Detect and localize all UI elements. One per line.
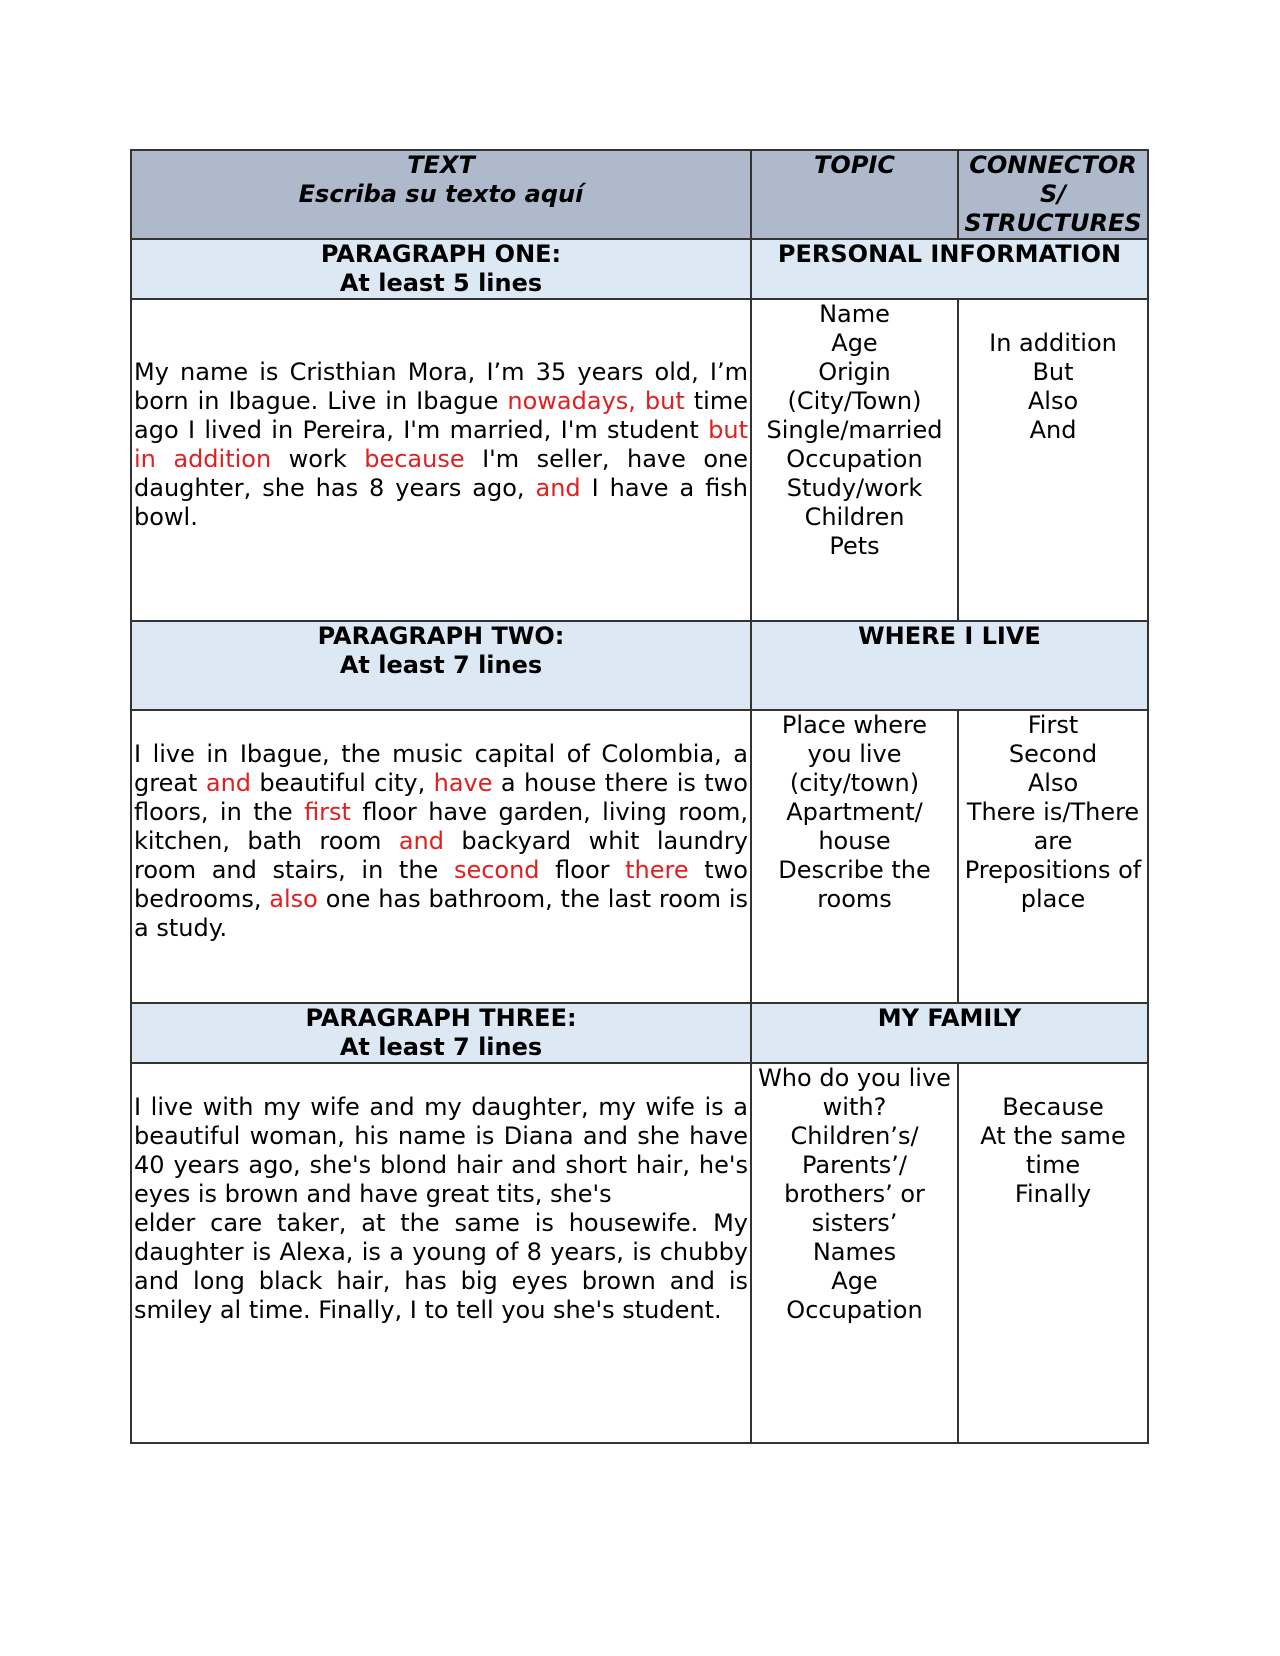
- topic-item: Children’s/: [790, 1122, 919, 1150]
- connector-item: Finally: [1014, 1180, 1092, 1208]
- connector-item: Also: [1027, 387, 1079, 415]
- paragraph-text-cell: [131, 299, 751, 621]
- topic-item: with?: [822, 1093, 887, 1121]
- topic-item: Occupation: [786, 445, 923, 473]
- highlighted-connector: but in addition: [134, 416, 748, 473]
- section-topic-cell: [751, 1003, 1148, 1063]
- connector-item: But: [1032, 358, 1074, 386]
- section-title-cell: [131, 239, 751, 299]
- topic-item: Parents’/: [801, 1151, 908, 1179]
- section-title-cell: [131, 1003, 751, 1063]
- paragraph-text-cell: [131, 710, 751, 1003]
- topic-item: Who do you live: [758, 1064, 951, 1092]
- text-segment: floor have garden, living room, kitchen, bath room: [134, 798, 748, 855]
- section-body-row: [131, 710, 1148, 1003]
- topic-item: Origin: [818, 358, 891, 386]
- header-topic-cell: [751, 150, 958, 239]
- topic-item: sisters’: [811, 1209, 898, 1237]
- paragraph-text: I live with my wife and my daughter, my wife is a beautiful woman, his name is Diana and she have 40 years ago, she's blond hair and short hair, he's eyes is brown and have great tits, she's: [134, 1093, 748, 1208]
- connector-item: time: [1025, 1151, 1081, 1179]
- connector-item: There is/There: [966, 798, 1140, 826]
- header-text-title: TEXT: [407, 151, 475, 179]
- header-text-cell: [131, 150, 751, 239]
- connector-item: First: [1027, 711, 1079, 739]
- connector-item: are: [1033, 827, 1073, 855]
- highlighted-connector: have: [433, 769, 493, 797]
- connector-item: Second: [1008, 740, 1098, 768]
- topic-item: Names: [812, 1238, 897, 1266]
- topic-item: (city/town): [789, 769, 920, 797]
- paragraph-text-cell: [131, 1063, 751, 1443]
- topic-item: house: [818, 827, 891, 855]
- topic-item: Age: [831, 329, 878, 357]
- worksheet-table: [130, 149, 1149, 1444]
- highlighted-connector: also: [269, 885, 318, 913]
- highlighted-connector: because: [364, 445, 465, 473]
- paragraph-text: elder care taker, at the same is housewife. My daughter is Alexa, is a young of 8 years, is chubby and long black hair, has big eyes brown and is smiley al time. Finally, I to tell you she's student.: [134, 1209, 748, 1324]
- text-segment: two bedrooms,: [134, 856, 748, 913]
- topic-item: rooms: [817, 885, 892, 913]
- text-segment: a house there is two floors, in the: [134, 769, 748, 826]
- section-subtitle: At least 7 lines: [339, 1033, 543, 1061]
- connector-item: At the same: [980, 1122, 1126, 1150]
- highlighted-connector: nowadays, but: [507, 387, 685, 415]
- section-heading-row: [131, 621, 1148, 710]
- section-topic: MY FAMILY: [877, 1004, 1022, 1032]
- text-segment: My name is Cristhian Mora, I’m 35 years old, I’m born in Ibague. Live in Ibague: [134, 358, 748, 415]
- header-text-subtitle: Escriba su texto aquí: [298, 180, 584, 208]
- topic-item: Children: [804, 503, 905, 531]
- section-heading-row: [131, 239, 1148, 299]
- header-row: [131, 150, 1148, 239]
- topic-item: you live: [807, 740, 902, 768]
- section-subtitle: At least 5 lines: [339, 269, 543, 297]
- highlighted-connector: and: [535, 474, 581, 502]
- section-title-cell: [131, 621, 751, 710]
- section-topic-cell: [751, 621, 1148, 710]
- paragraph-text: [134, 358, 748, 531]
- topic-item: Describe the: [778, 856, 931, 884]
- section-title: PARAGRAPH TWO:: [317, 622, 565, 650]
- text-segment: time ago I lived in Pereira, I'm married, I'm student: [134, 387, 748, 444]
- section-title: PARAGRAPH ONE:: [320, 240, 562, 268]
- text-segment: floor: [539, 856, 626, 884]
- topic-item: Single/married: [766, 416, 943, 444]
- text-segment: I live in Ibague, the music capital of Colombia, a great: [134, 740, 748, 797]
- paragraph-text: [134, 740, 748, 942]
- text-segment: I'm seller, have one daughter, she has 8 years ago,: [134, 445, 749, 502]
- connector-items-cell: [958, 1063, 1148, 1443]
- text-segment: backyard whit laundry room and stairs, in the: [134, 827, 748, 884]
- section-title: PARAGRAPH THREE:: [305, 1004, 577, 1032]
- header-connectors-line: S/: [1039, 180, 1067, 208]
- topic-item: (City/Town): [787, 387, 922, 415]
- header-connectors-line: CONNECTOR: [969, 151, 1137, 179]
- highlighted-connector: there: [625, 856, 689, 884]
- topic-item: Age: [831, 1267, 878, 1295]
- highlighted-connector: second: [453, 856, 540, 884]
- section-heading-row: [131, 1003, 1148, 1063]
- topic-item: Occupation: [786, 1296, 923, 1324]
- header-connectors-line: STRUCTURES: [964, 209, 1142, 237]
- section-body-row: [131, 1063, 1148, 1443]
- section-topic-cell: [751, 239, 1148, 299]
- topic-items-cell: [751, 1063, 958, 1443]
- connector-item: In addition: [989, 329, 1117, 357]
- header-connectors-cell: [958, 150, 1148, 239]
- connector-item: And: [1029, 416, 1077, 444]
- topic-items-cell: [751, 299, 958, 621]
- connector-item: Because: [1002, 1093, 1104, 1121]
- section-topic: PERSONAL INFORMATION: [777, 240, 1122, 268]
- text-segment: work: [271, 445, 365, 473]
- text-segment: beautiful city,: [251, 769, 434, 797]
- section-subtitle: At least 7 lines: [339, 651, 543, 679]
- connector-item: Prepositions of: [964, 856, 1142, 884]
- section-body-row: [131, 299, 1148, 621]
- connector-items-cell: [958, 299, 1148, 621]
- topic-item: Place where: [781, 711, 928, 739]
- header-topic: TOPIC: [814, 151, 895, 179]
- connector-item: Also: [1027, 769, 1079, 797]
- text-segment: one has bathroom, the last room is a study.: [134, 885, 748, 942]
- highlighted-connector: and: [205, 769, 252, 797]
- topic-items-cell: [751, 710, 958, 1003]
- topic-item: Name: [819, 300, 890, 328]
- topic-item: Pets: [829, 532, 880, 560]
- topic-item: Study/work: [786, 474, 923, 502]
- topic-item: brothers’ or: [784, 1180, 925, 1208]
- topic-item: Apartment/: [786, 798, 923, 826]
- highlighted-connector: first: [304, 798, 351, 826]
- connector-items-cell: [958, 710, 1148, 1003]
- highlighted-connector: and: [398, 827, 444, 855]
- text-segment: I have a fish bowl.: [134, 474, 748, 531]
- connector-item: place: [1020, 885, 1086, 913]
- section-topic: WHERE I LIVE: [858, 622, 1041, 650]
